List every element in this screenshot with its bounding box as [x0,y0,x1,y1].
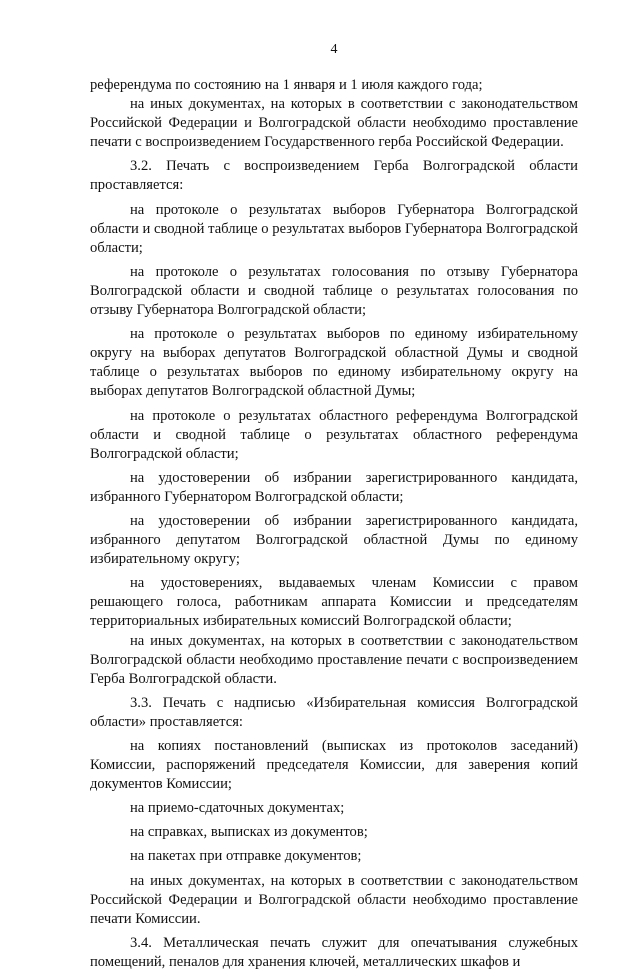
paragraph-governor-certificate: на удостоверении об избрании зарегистрированного кандидата, избранного Губернатором Волгоградской области; [90,469,578,505]
paragraph-other-documents-commission: на иных документах, на которых в соответствии с законодательством Российской Федерации и Волгоградской области необходимо проставление печати Комиссии. [90,872,578,927]
paragraph-member-certificates: на удостоверениях, выдаваемых членам Комиссии с правом решающего голоса, работникам аппарата Комиссии и председателям территориальных избирательных комиссий Волгоградской области; [90,575,578,630]
page-number: 4 [330,42,338,57]
paragraph-duma-election-protocol: на протоколе о результатах выборов по единому избирательному округу на выборах депутатов Волгоградской областной Думы и сводной таблице о результатах выборов по единому избирательному округу на выборах депутатов Волгоградской областной Думы; [90,326,578,400]
paragraph-governor-recall-protocol: на протоколе о результатах голосования по отзыву Губернатора Волгоградской области и сводной таблице о результатах голосования по отзыву Губернатора Волгоградской области; [90,263,578,319]
paragraph-certificates-extracts: на справках, выписках из документов; [130,824,368,841]
paragraph-section-3-4: 3.4. Металлическая печать служит для опечатывания служебных помещений, пеналов для хранения ключей, металлических шкафов и [90,934,578,970]
document-body [90,76,578,972]
paragraph-section-3-3: 3.3. Печать с надписью «Избирательная комиссия Волгоградской области» проставляется: [90,694,578,730]
paragraph-acceptance-documents: на приемо-сдаточных документах; [130,800,345,817]
paragraph-copies-of-resolutions: на копиях постановлений (выписках из протоколов заседаний) Комиссии, распоряжений председателя Комиссии, для заверения копий документов Комиссии; [90,738,578,793]
paragraph-deputy-certificate: на удостоверении об избрании зарегистрированного кандидата, избранного депутатом Волгоградской областной Думы по единому избирательному округу; [90,512,578,568]
paragraph-referendum-date: референдума по состоянию на 1 января и 1 июля каждого года; [90,77,483,93]
paragraph-section-3-2: 3.2. Печать с воспроизведением Герба Волгоградской области проставляется: [90,158,578,194]
paragraph-governor-election-protocol: на протоколе о результатах выборов Губернатора Волгоградской области и сводной таблице о результатах выборов Губернатора Волгоградской области; [90,201,578,256]
paragraph-regional-referendum-protocol: на протоколе о результатах областного референдума Волгоградской области и сводной таблице о результатах областного референдума Волгоградской области; [90,407,578,462]
paragraph-other-documents-region: на иных документах, на которых в соответствии с законодательством Волгоградской области необходимо проставление печати с воспроизведением Герба Волгоградской области. [90,632,578,687]
paragraph-packages: на пакетах при отправке документов; [130,848,362,865]
paragraph-other-documents-rf: на иных документах, на которых в соответствии с законодательством Российской Федерации и Волгоградской области необходимо проставление печати с воспроизведением Государственного герба Российской Федерации. [90,96,578,151]
